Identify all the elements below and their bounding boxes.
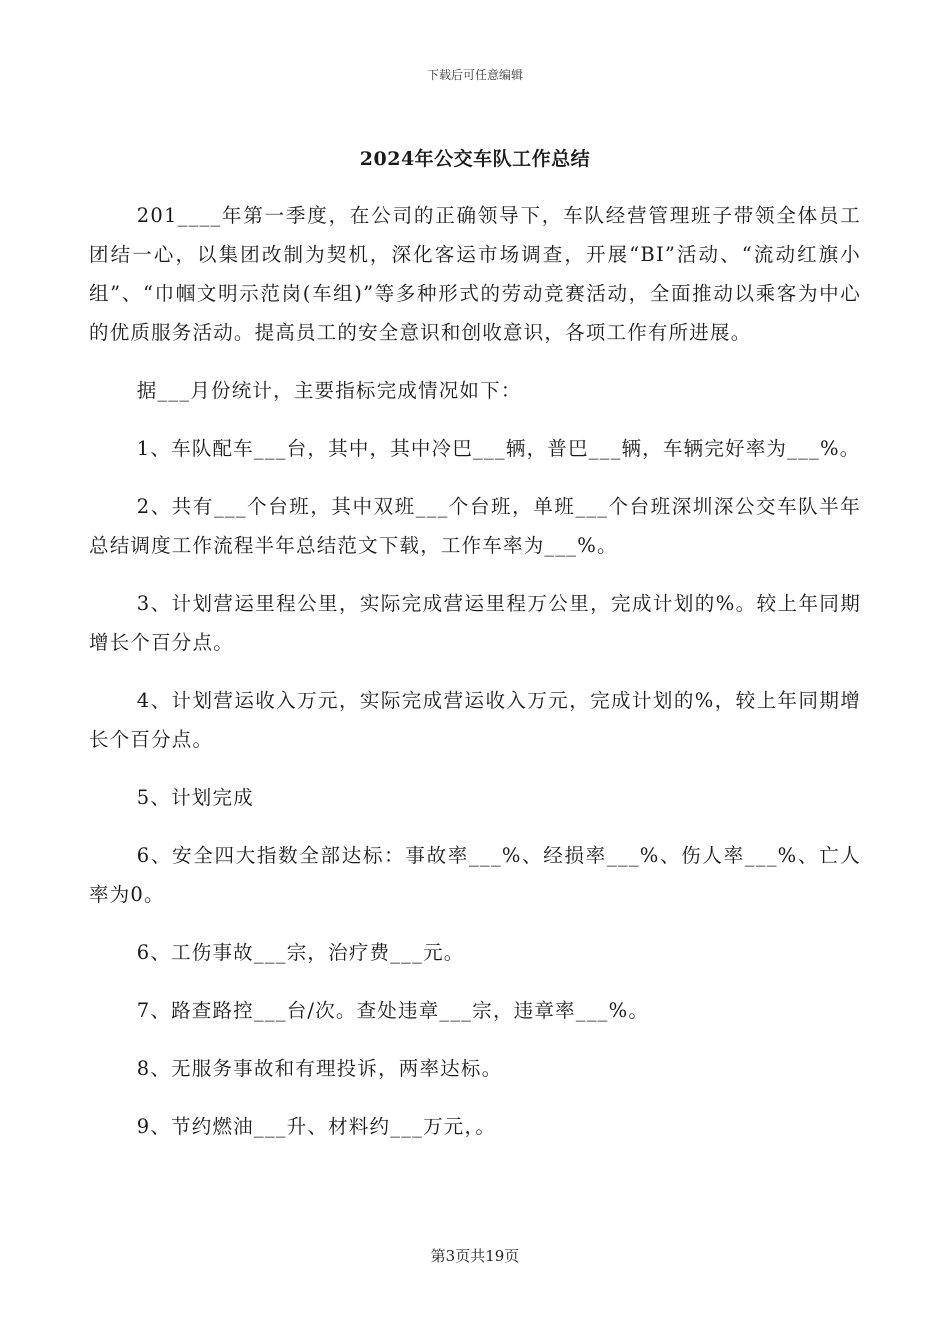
paragraph-item-5: 5、计划完成 [136, 786, 254, 809]
paragraph-item-6-safety: 6、安全四大指数全部达标：事故率___%、经损率___%、伤人率___%、亡人率为0。 [89, 844, 861, 906]
page-number-footer: 第3页共19页 [430, 1247, 520, 1265]
paragraph-item-3: 3、计划营运里程公里，实际完成营运里程万公里，完成计划的%。较上年同期增长个百分点。 [89, 592, 861, 654]
header-note: 下载后可任意编辑 [426, 68, 523, 82]
paragraph-item-1: 1、车队配车___台，其中，其中冷巴___辆，普巴___辆，车辆完好率为___%。 [136, 437, 861, 460]
document-title: 2024年公交车队工作总结 [359, 148, 591, 170]
paragraph-item-2: 2、共有___个台班，其中双班___个台班，单班___个台班深圳深公交车队半年总结调度工作流程半年总结范文下载，工作车率为___%。 [89, 495, 861, 557]
paragraph-item-6-injury: 6、工伤事故___宗，治疗费___元。 [136, 941, 465, 964]
paragraph-item-4: 4、计划营运收入万元，实际完成营运收入万元，完成计划的%，较上年同期增长个百分点。 [89, 689, 861, 751]
paragraph-stats-intro: 据___月份统计，主要指标完成情况如下： [136, 379, 522, 402]
paragraph-item-8: 8、无服务事故和有理投诉，两率达标。 [136, 1057, 503, 1080]
paragraph-intro: 201____年第一季度，在公司的正确领导下，车队经营管理班子带领全体员工团结一心，以集团改制为契机，深化客运市场调查，开展“BI”活动、“流动红旗小组”、“巾帼文明示范岗(车组)”等多种形式的劳动竞赛活动，全面推动以乘客为中心的优质服务活动。提高员工的安全意识和创收意识，各项工作有所进展。 [89, 204, 861, 344]
document-body [89, 196, 861, 1146]
paragraph-item-9: 9、节约燃油___升、材料约___万元，。 [136, 1115, 497, 1138]
paragraph-item-7: 7、路查路控___台/次。查处违章___宗，违章率___%。 [136, 999, 650, 1022]
